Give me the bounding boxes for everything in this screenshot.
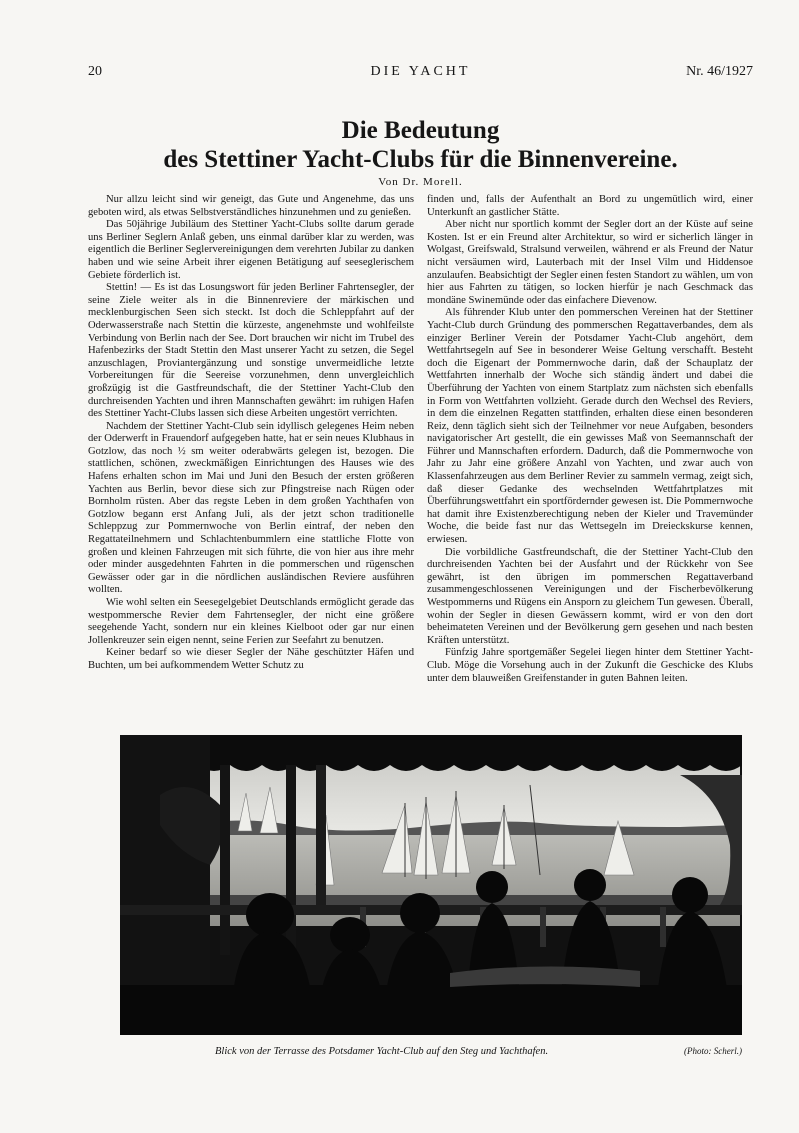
harbor-photograph [120, 735, 742, 1035]
paragraph: Nachdem der Stettiner Yacht-Club sein idyllisch gelegenes Heim neben der Oderwerft in Frauendorf aufgegeben hatte, hat er sein neues Klubhaus in Gotzlow, das noch ½ sm weiter oderabwärts gelegen ist, bezogen. Die stattlichen, schönen, zweckmäßigen Einrichtungen des Hauses wie des Hafens erhalten schon im Mai und Juni den Besuch der ersten größeren Yachten aus Berlin, bevor diese sich zur Pfingstreise nach Rügen oder Bornholm rüsten. Aber das regste Leben in dem großen Yachthafen von Gotzlow begann erst Anfang Juli, als der jetzt schon traditionelle Schleppzug zur Pommernwoche von Berlin eintraf, der neben den Regattateilnehmern und Schlachtenbummlern eine stattliche Flotte von großen und kleinen Fahrzeugen mit sich führte, die von hier aus ihre mehr oder minder ausgedehnten Fahrten in die pommerschen und rügenschen Gewässer oder gar in die nördlichen ausländischen Reviere ausführen wollten. [88, 420, 414, 596]
article-title [88, 116, 753, 174]
author-byline: Von Dr. Morell. [378, 176, 463, 188]
title-line-2: des Stettiner Yacht-Clubs für die Binnenvereine. [163, 146, 678, 173]
paragraph: Aber nicht nur sportlich kommt der Segler dort an der Küste auf seine Kosten. Ist er ein Freund alter Architektur, so wird er sicherlich länger in Wolgast, Greifswald, Stralsund verweilen, während er als Freund der Natur nicht versäumen wird, Lauterbach mit der Insel Vilm und Hiddensoe anzulaufen. Beabsichtigt der Segler einen festen Standort zu wählen, um von hier aus Fahrten zu tätigen, so locken hierfür je nach Geschmack das mondäne Swinemünde oder das einfachere Dievenow. [427, 219, 753, 306]
photo-caption: Blick von der Terrasse des Potsdamer Yacht-Club auf den Steg und Yachthafen. [215, 1046, 549, 1057]
paragraph: Fünfzig Jahre sportgemäßer Segelei liegen hinter dem Stettiner Yacht-Club. Möge die Vorsehung auch in der Zukunft die Geschicke des Klubs unter dem blauweißen Greifenstander in guten Bahnen leiten. [427, 647, 753, 684]
photo-credit: (Photo: Scherl.) [684, 1046, 742, 1056]
paragraph: finden und, falls der Aufenthalt an Bord zu ungemütlich wird, einer Unterkunft an gastlicher Stätte. [427, 194, 753, 218]
magazine-name: DIE YACHT [370, 64, 471, 79]
left-text-column [88, 194, 414, 673]
right-text-column [427, 194, 753, 685]
page-number: 20 [88, 64, 102, 79]
paragraph: Stettin! — Es ist das Losungswort für jeden Berliner Fahrtensegler, der seine Ziele weiter als in die Binnenreviere der märkischen und mecklenburgischen Seen sich steckt. Ist doch die Schleppfahrt auf der Oderwasserstraße nach Stettin die kürzeste, angenehmste und wohlfeilste Verbindung von Berlin nach der See. Dort brauchen wir nicht im Trubel des Hafenbezirks der Stadt Stettin den Mast unserer Yacht zu setzen, die Segel anzuschlagen, Proviantergänzung und sonstige unvermeidliche letzte Vorbereitungen für die Seereise vorzunehmen, denn unvergleichlich großzügig ist die Gastfreundschaft, die der Stettiner Yacht-Club den durchreisenden Yachten und ihren Mannschaften gewährt: im ruhigen Hafen des Stettiner Yacht-Clubs lassen sich diese Arbeiten ungestört verrichten. [88, 282, 414, 420]
paragraph: Das 50jährige Jubiläum des Stettiner Yacht-Clubs sollte darum gerade uns Berliner Seglern Anlaß geben, uns einmal darüber klar zu werden, was eigentlich die Berliner Seglervereinigungen dem verehrten Jubilar zu danken haben und wie seine Arbeit ihrer eigenen Betätigung auf seeseglerischem Gebiete förderlich ist. [88, 219, 414, 281]
issue-number: Nr. 46/1927 [686, 64, 753, 79]
paragraph: Wie wohl selten ein Seesegelgebiet Deutschlands ermöglicht gerade das westpommersche Revier dem Fahrtensegler, der nicht eine größere seegehende Yacht, sondern nur ein kleines Kielboot oder gar nur einen Jollenkreuzer sein eigen nennt, seine Ferien zur Seefahrt zu benutzen. [88, 597, 414, 646]
terrace-view-illustration [120, 735, 742, 1035]
paragraph: Als führender Klub unter den pommerschen Vereinen hat der Stettiner Yacht-Club durch Gründung des pommerschen Regattaverbandes, dem als einziger Berliner Verein der Potsdamer Yacht-Club angehört, dem Wettfahrtsegeln auf See in besonderer Weise Geltung verschafft. Besteht doch die Eigenart der Pommernwoche darin, daß der Schauplatz der Wettfahrten innerhalb der Woche sich ständig ändert und dabei die Überführung der Yachten von einem Startplatz zum nächsten sich ebenfalls in Form von Wettfahrten vollzieht. Gerade durch den Wechsel des Reviers, in dem die einzelnen Regatten stattfinden, erhalten diese einen besonderen Reiz, denn täglich sieht sich der Teilnehmer vor neue Aufgaben, besonders navigatorischer Art gestellt, die ein gewisses Maß von Seemannschaft der Führer und Mannschaften erfordern. Dadurch, daß die Pommernwoche von Jahr zu Jahr eine größere Anzahl von Yachten, und zwar auch von Klassenfahrzeugen aus dem Berliner Revier zu sammeln vermag, zeigt sich, daß dieser Gedanke des wechselnden Wettfahrtplatzes mit Überführungswettfahrt ein sportfördernder gewesen ist. Die Pommernwoche hat damit ihre Existenzberechtigung neben der Kieler und Travemünder Woche, die beide fast nur das Wettsegeln im Dreieckskurse kennen, erwiesen. [427, 307, 753, 546]
title-line-1: Die Bedeutung [341, 117, 500, 144]
running-header [88, 64, 753, 84]
paragraph: Keiner bedarf so wie dieser Segler der Nähe geschützter Häfen und Buchten, um bei aufkommendem Wetter Schutz zu [88, 647, 414, 671]
paragraph: Nur allzu leicht sind wir geneigt, das Gute und Angenehme, das uns geboten wird, als etwas Selbstverständliches hinzunehmen und zu genießen. [88, 194, 414, 218]
paragraph: Die vorbildliche Gastfreundschaft, die der Stettiner Yacht-Club den durchreisenden Yachten bei der Ausfahrt und der Rückkehr von See gewährt, ist den übrigen im pommerschen Regattaverband zusammengeschlossenen Vereinigungen und der Fischerbevölkerung Westpommerns und Rügens ein Ansporn zu gleichem Tun gewesen. Überall, wohin der Segler in diesen Gewässern kommt, wird er von den dort beheimateten Vereinen und der Bevölkerung gern gesehen und nach besten Kräften unterstützt. [427, 546, 753, 646]
